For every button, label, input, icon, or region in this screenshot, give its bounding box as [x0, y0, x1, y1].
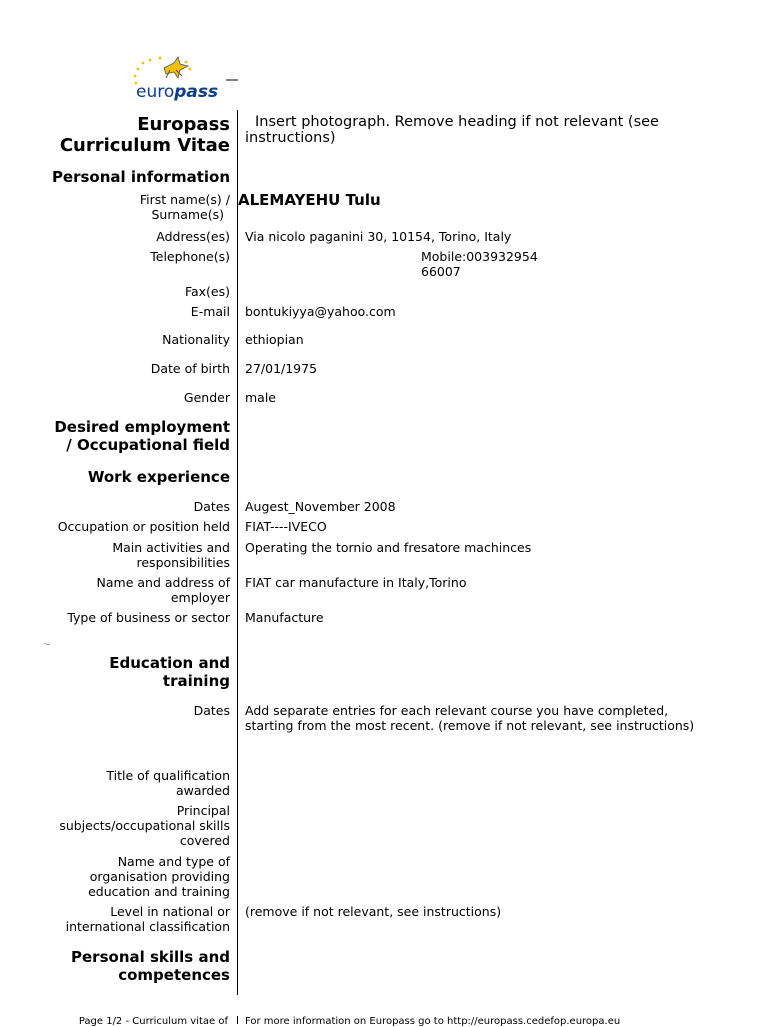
- qualification-label-line-2: awarded: [175, 783, 230, 798]
- work-dates-label: Dates: [193, 499, 230, 514]
- footer-page-info: Page 1/2 - Curriculum vitae of: [78, 1016, 228, 1027]
- photo-note-line-1: Insert photograph. Remove heading if not relevant (see: [255, 114, 659, 130]
- organisation-label-line-2: organisation providing: [89, 869, 230, 884]
- logo-text-pass: pass: [174, 82, 219, 102]
- address-label: Address(es): [156, 229, 230, 244]
- email-value: bontukiyya@yahoo.com: [245, 304, 396, 319]
- work-dates-value: Augest_November 2008: [245, 499, 396, 514]
- education-dates-value-line-2: starting from the most recent. (remove if not relevant, see instructions): [245, 718, 695, 733]
- cv-title-line-1: Europass: [137, 114, 230, 135]
- subjects-label-line-2: subjects/occupational skills: [59, 818, 230, 833]
- level-value: (remove if not relevant, see instructions): [245, 904, 502, 919]
- footer-divider: [237, 1016, 238, 1024]
- desired-employment-heading-line-2: / Occupational field: [66, 436, 230, 454]
- stray-mark: ·–: [44, 640, 50, 648]
- subjects-label-line-3: covered: [179, 833, 230, 848]
- fax-label: Fax(es): [184, 284, 230, 299]
- employer-label-line-2: employer: [170, 590, 230, 605]
- subjects-label-line-1: Principal: [176, 803, 230, 818]
- employer-label-line-1: Name and address of: [96, 575, 230, 590]
- europass-logo: [130, 54, 240, 106]
- employer-value: FIAT car manufacture in Italy,Torino: [245, 575, 467, 590]
- column-divider: [237, 110, 238, 995]
- footer-europass-link[interactable]: For more information on Europass go to http://europass.cedefop.europa.eu: [245, 1016, 621, 1027]
- education-dates-label: Dates: [193, 703, 230, 718]
- education-heading-line-2: training: [162, 672, 230, 690]
- main-activities-label-line-1: Main activities and: [112, 540, 230, 555]
- business-sector-label: Type of business or sector: [67, 610, 230, 625]
- main-activities-label-line-2: responsibilities: [136, 555, 230, 570]
- address-value: Via nicolo paganini 30, 10154, Torino, Italy: [245, 229, 512, 244]
- telephone-value-line-1: Mobile:003932954: [421, 249, 538, 264]
- europass-wordmark: [136, 82, 218, 102]
- personal-skills-heading-line-1: Personal skills and: [71, 948, 230, 966]
- education-heading-line-1: Education and: [109, 654, 230, 672]
- logo-text-euro: euro: [136, 82, 175, 102]
- qualification-label-line-1: Title of qualification: [106, 768, 230, 783]
- nationality-label: Nationality: [162, 332, 230, 347]
- gender-value: male: [245, 390, 276, 405]
- work-experience-heading: Work experience: [87, 468, 230, 486]
- date-of-birth-label: Date of birth: [150, 361, 230, 376]
- nationality-value: ethiopian: [245, 332, 304, 347]
- main-activities-value: Operating the tornio and fresatore machinces: [245, 540, 532, 555]
- gender-label: Gender: [183, 390, 230, 405]
- photo-note-line-2: instructions): [245, 130, 336, 146]
- education-dates-value-line-1: Add separate entries for each relevant course you have completed,: [245, 703, 669, 718]
- level-label-line-1: Level in national or: [110, 904, 230, 919]
- level-label-line-2: international classification: [65, 919, 230, 934]
- occupation-label: Occupation or position held: [57, 519, 230, 534]
- cv-title-line-2: Curriculum Vitae: [59, 135, 230, 156]
- email-label: E-mail: [190, 304, 230, 319]
- organisation-label-line-3: education and training: [88, 884, 230, 899]
- name-label-line-1: First name(s) /: [139, 192, 230, 207]
- date-of-birth-value: 27/01/1975: [245, 361, 318, 376]
- business-sector-value: Manufacture: [245, 610, 324, 625]
- full-name-value: ALEMAYEHU Tulu: [238, 191, 381, 209]
- name-label-line-2: Surname(s): [151, 207, 224, 222]
- organisation-label-line-1: Name and type of: [117, 854, 230, 869]
- telephone-label: Telephone(s): [150, 249, 230, 264]
- personal-skills-heading-line-2: competences: [118, 966, 230, 984]
- personal-information-heading: Personal information: [51, 168, 230, 186]
- occupation-value: FIAT----IVECO: [245, 519, 327, 534]
- desired-employment-heading-line-1: Desired employment: [54, 418, 230, 436]
- telephone-value-line-2: 66007: [421, 264, 461, 279]
